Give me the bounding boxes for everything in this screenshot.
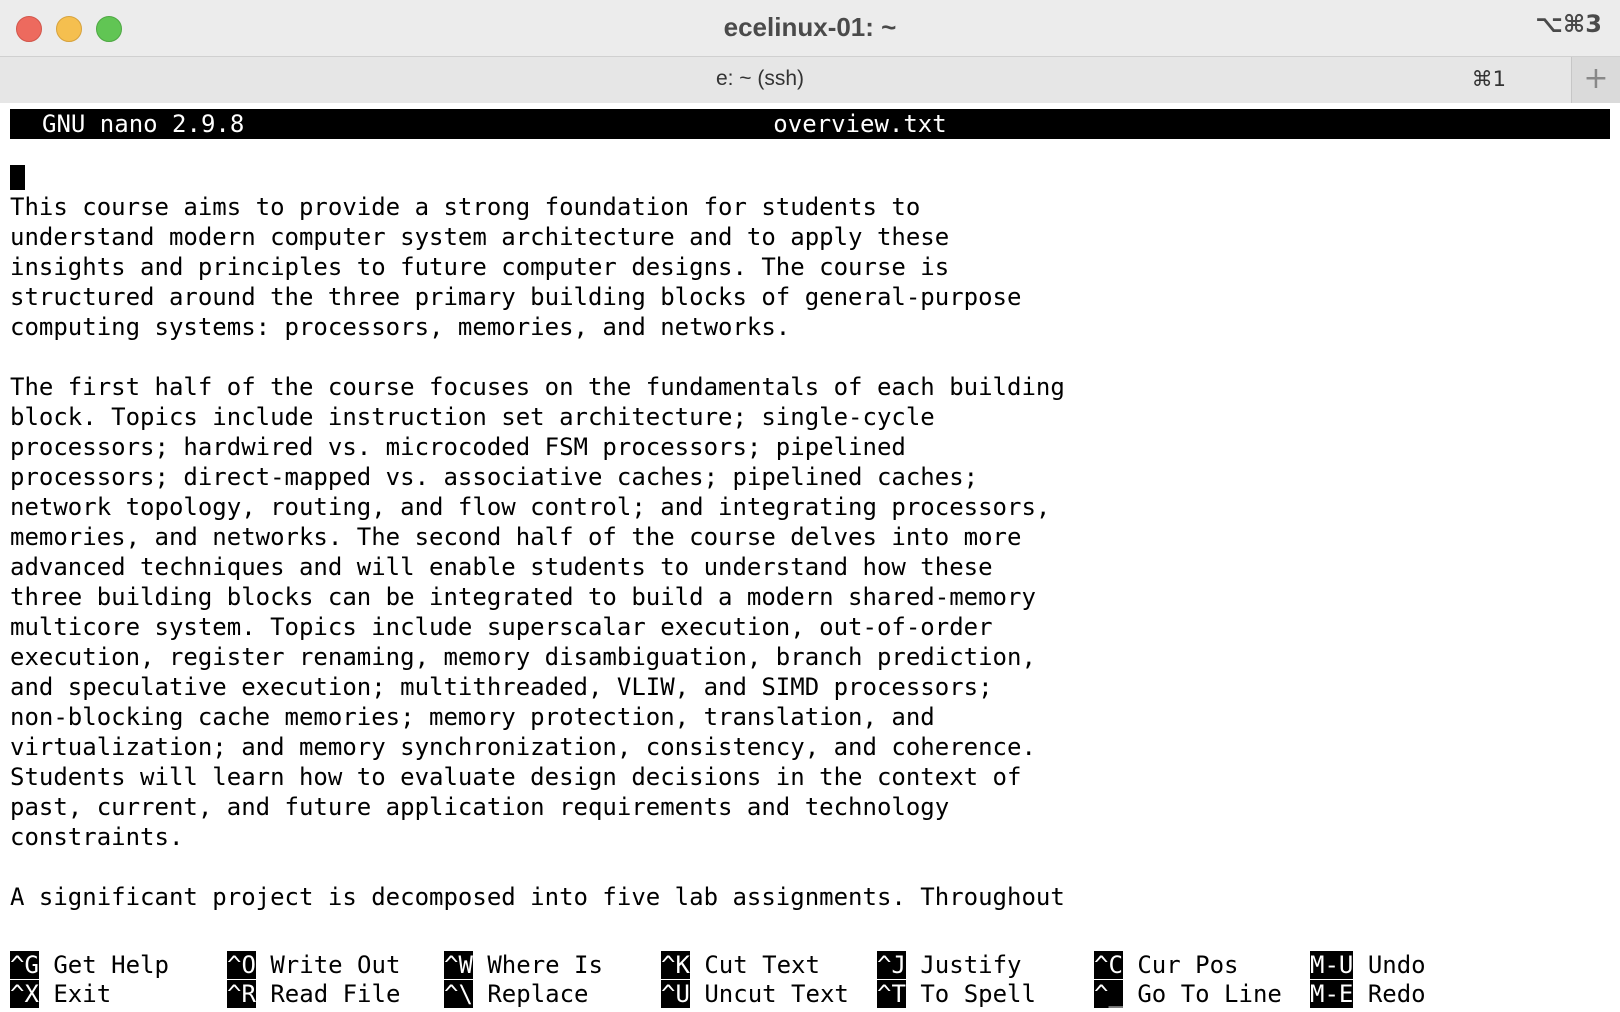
- window-title: ecelinux-01: ~: [723, 12, 897, 42]
- shortcut-write-out[interactable]: [227, 950, 400, 980]
- editor-line: This course aims to provide a strong foundation for students to: [10, 193, 921, 221]
- shortcut-key: ^U: [661, 980, 690, 1008]
- editor-text[interactable]: [10, 192, 1610, 912]
- shortcut-key: ^T: [877, 980, 906, 1008]
- new-tab-button[interactable]: +: [1571, 57, 1620, 103]
- editor-line: non-blocking cache memories; memory protection, translation, and: [10, 703, 935, 731]
- shortcut-go-to-line[interactable]: [1094, 979, 1282, 1009]
- editor-line: virtualization; and memory synchronization, consistency, and coherence.: [10, 733, 1036, 761]
- tab-label: e: ~ (ssh): [715, 67, 805, 90]
- shortcut-key: ^K: [661, 951, 690, 979]
- text-cursor: [10, 165, 25, 190]
- shortcut-label: Justify: [920, 951, 1022, 979]
- editor-line: past, current, and future application requirements and technology: [10, 793, 950, 821]
- shortcut-cur-pos[interactable]: [1094, 950, 1239, 980]
- shortcut-key: ^R: [227, 980, 256, 1008]
- editor-line: multicore system. Topics include superscalar execution, out-of-order: [10, 613, 993, 641]
- title-bar: [0, 0, 1620, 56]
- nano-filename: overview.txt: [773, 110, 947, 138]
- editor-line: advanced techniques and will enable students to understand how these: [10, 553, 993, 581]
- tab-shortcut: ⌘1: [1471, 67, 1506, 91]
- shortcut-key: ^\: [444, 980, 473, 1008]
- editor-line: [10, 852, 1610, 882]
- shortcut-label: Redo: [1367, 980, 1426, 1008]
- shortcut-label: Uncut Text: [704, 980, 849, 1008]
- editor-line: execution, register renaming, memory disambiguation, branch prediction,: [10, 643, 1036, 671]
- editor-line: understand modern computer system architecture and to apply these: [10, 223, 950, 251]
- shortcut-key: ^_: [1094, 980, 1123, 1008]
- shortcut-key: M-U: [1310, 951, 1354, 979]
- nano-version: GNU nano 2.9.8: [42, 110, 245, 138]
- shortcut-key: ^J: [877, 951, 906, 979]
- editor-line: insights and principles to future computer designs. The course is: [10, 253, 950, 281]
- editor-line: processors; direct-mapped vs. associative caches; pipelined caches;: [10, 463, 979, 491]
- shortcut-label: Read File: [270, 980, 401, 1008]
- shortcut-uncut-text[interactable]: [661, 979, 849, 1009]
- shortcut-label: Write Out: [270, 951, 401, 979]
- shortcut-key: ^O: [227, 951, 256, 979]
- shortcut-label: Cur Pos: [1137, 951, 1239, 979]
- shortcut-key: ^W: [444, 951, 473, 979]
- editor-line: block. Topics include instruction set architecture; single-cycle: [10, 403, 935, 431]
- shortcut-to-spell[interactable]: [877, 979, 1036, 1009]
- editor-line: three building blocks can be integrated to build a modern shared-memory: [10, 583, 1036, 611]
- shortcut-label: Replace: [487, 980, 589, 1008]
- editor-line: memories, and networks. The second half of the course delves into more: [10, 523, 1022, 551]
- shortcut-label: Go To Line: [1137, 980, 1282, 1008]
- shortcut-cut-text[interactable]: [661, 950, 820, 980]
- editor-line: [10, 342, 1610, 372]
- editor-line: and speculative execution; multithreaded, VLIW, and SIMD processors;: [10, 673, 993, 701]
- shortcut-label: Cut Text: [704, 951, 820, 979]
- editor-line: network topology, routing, and flow control; and integrating processors,: [10, 493, 1051, 521]
- shortcut-redo[interactable]: [1310, 979, 1426, 1009]
- editor-line: structured around the three primary building blocks of general-purpose: [10, 283, 1022, 311]
- editor-line: Students will learn how to evaluate design decisions in the context of: [10, 763, 1022, 791]
- shortcut-replace[interactable]: [444, 979, 589, 1009]
- editor-line: computing systems: processors, memories, and networks.: [10, 313, 791, 341]
- shortcut-label: Where Is: [487, 951, 603, 979]
- shortcut-read-file[interactable]: [227, 979, 400, 1009]
- shortcut-label: To Spell: [920, 980, 1036, 1008]
- editor-line: processors; hardwired vs. microcoded FSM processors; pipelined: [10, 433, 906, 461]
- nano-header: [10, 109, 1610, 139]
- shortcut-exit[interactable]: [10, 979, 111, 1009]
- shortcut-key: M-E: [1310, 980, 1354, 1008]
- shortcut-undo[interactable]: [1310, 950, 1426, 980]
- tab-bar: [0, 56, 1620, 104]
- nano-shortcut-bar: [10, 950, 1610, 1010]
- shortcut-label: Exit: [53, 980, 112, 1008]
- tab-ssh[interactable]: [0, 57, 1572, 103]
- shortcut-key: ^X: [10, 980, 39, 1008]
- editor-line: constraints.: [10, 823, 184, 851]
- editor-line: The first half of the course focuses on the fundamentals of each building: [10, 373, 1065, 401]
- shortcut-where-is[interactable]: [444, 950, 603, 980]
- terminal-area[interactable]: [0, 103, 1620, 1012]
- shortcut-label: Undo: [1367, 951, 1426, 979]
- shortcut-justify[interactable]: [877, 950, 1022, 980]
- window-shortcut: ⌥⌘3: [1535, 10, 1602, 38]
- shortcut-key: ^G: [10, 951, 39, 979]
- editor-line: A significant project is decomposed into five lab assignments. Throughout: [10, 883, 1065, 911]
- shortcut-label: Get Help: [53, 951, 169, 979]
- shortcut-get-help[interactable]: [10, 950, 169, 980]
- shortcut-key: ^C: [1094, 951, 1123, 979]
